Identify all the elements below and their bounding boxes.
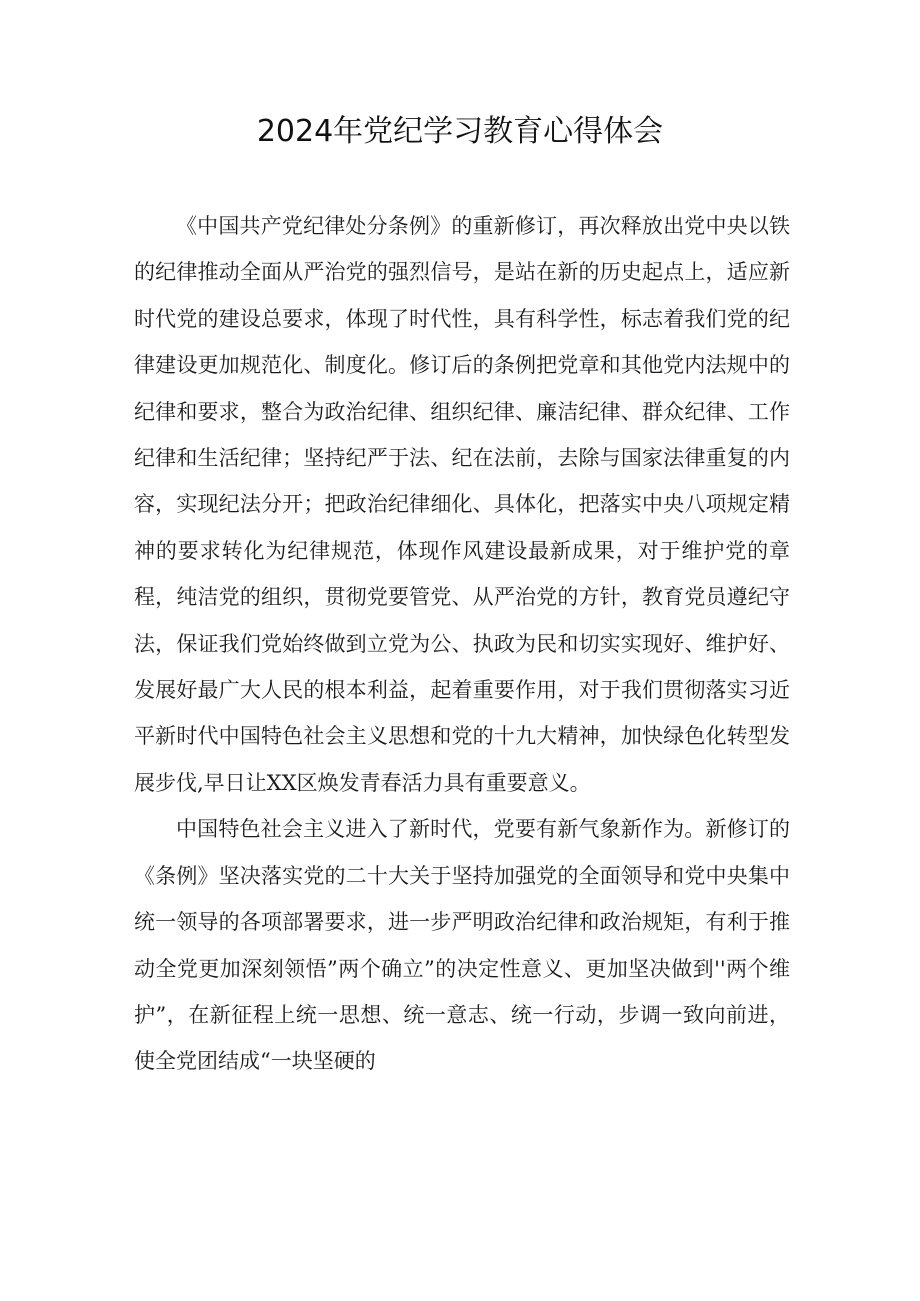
paragraph-1: 《中国共产党纪律处分条例》的重新修订，再次释放出党中央以铁的纪律推动全面从严治党的强烈信号，是站在新的历史起点上，适应新时代党的建设总要求，体现了时代性，具有科学性，标志着我们党的纪律建设更加规范化、制度化。修订后的条例把党章和其他党内法规中的纪律和要求，整合为政治纪律、组织纪律、廉洁纪律、群众纪律、工作纪律和生活纪律；坚持纪严于法、纪在法前，去除与国家法律重复的内容，实现纪法分开；把政治纪律细化、具体化，把落实中央八项规定精神的要求转化为纪律规范，体现作风建设最新成果，对于维护党的章程，纯洁党的组织，贯彻党要管党、从严治党的方针，教育党员遵纪守法，保证我们党始终做到立党为公、执政为民和切实实现好、维护好、发展好最广大人民的根本利益，起着重要作用，对于我们贯彻落实习近平新时代中国特色社会主义思想和党的十九大精神，加快绿色化转型发展步伐,早日让XX区焕发青春活力具有重要意义。 bbox=[134, 214, 790, 795]
paragraph-2: 中国特色社会主义进入了新时代，党要有新气象新作为。新修订的《条例》坚决落实党的二十大关于坚持加强党的全面领导和党中央集中统一领导的各项部署要求，进一步严明政治纪律和政治规矩，有利于推动全党更加深刻领悟”两个确立”的决定性意义、更加坚决做到''两个维护”，在新征程上统一思想、统一意志、统一行动，步调一致向前进，使全党团结成“一块坚硬的 bbox=[134, 817, 790, 1074]
document-body bbox=[134, 203, 790, 1085]
document-title: 2024年党纪学习教育心得体会 bbox=[256, 114, 664, 149]
